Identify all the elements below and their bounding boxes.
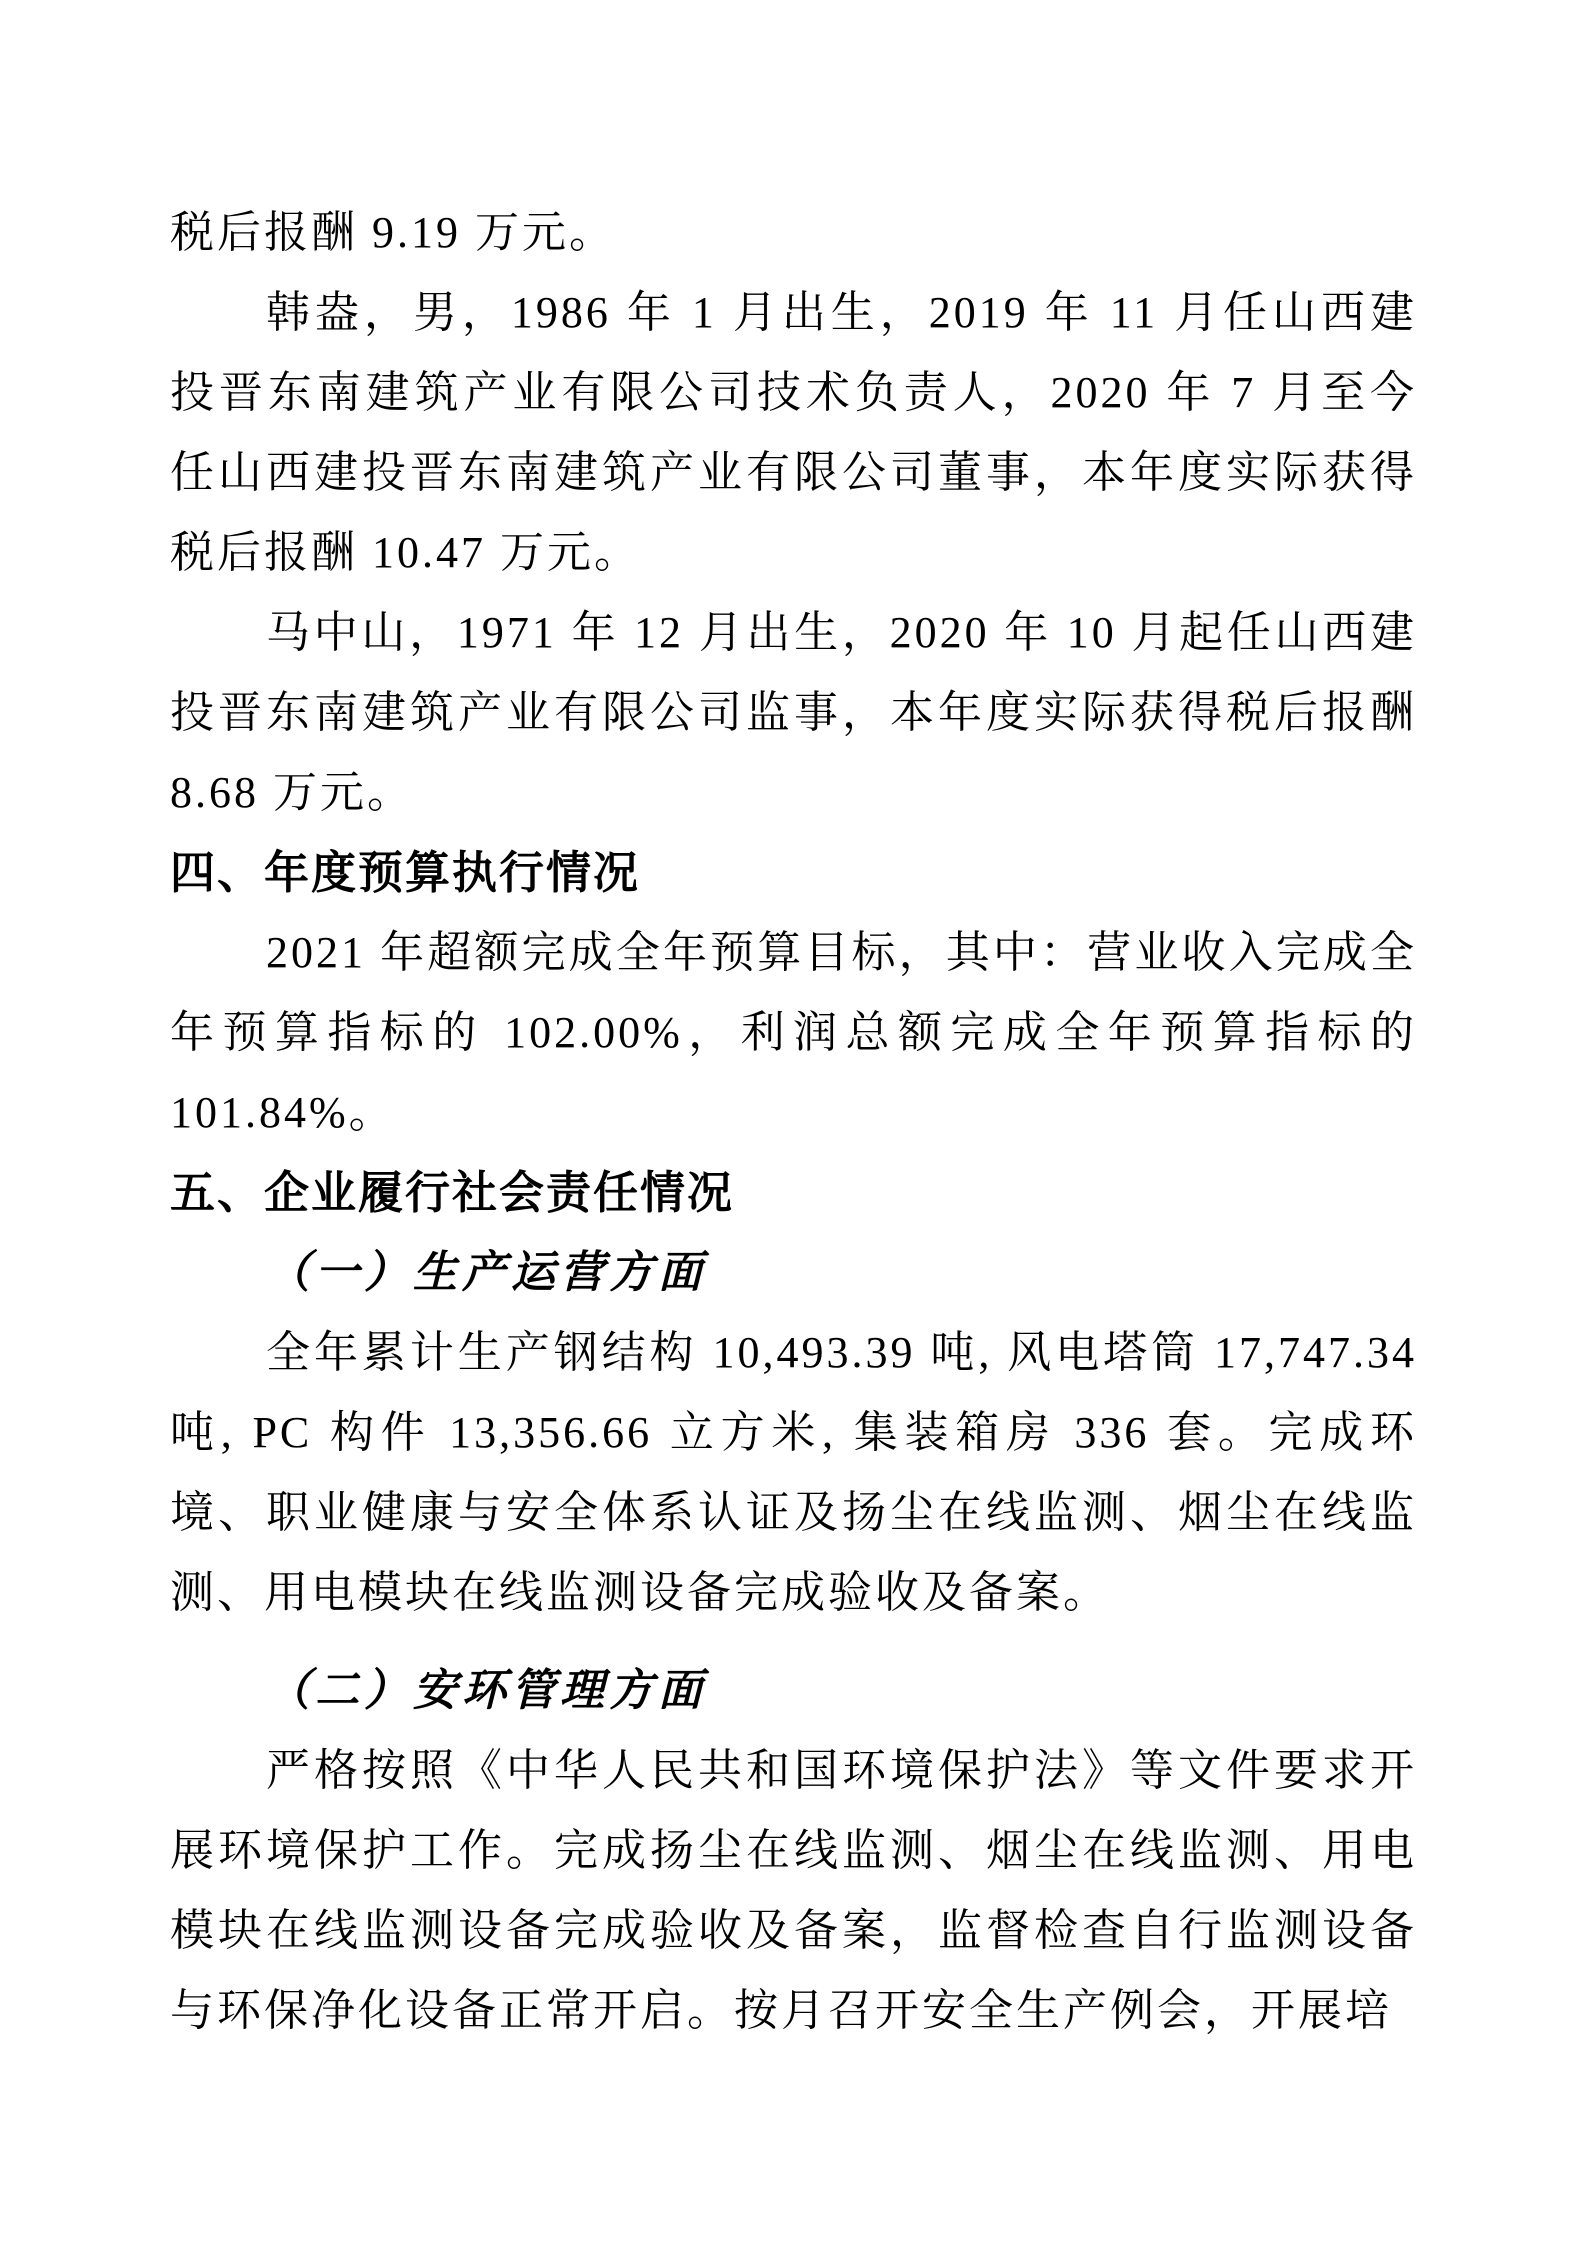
paragraph-compensation-tail: 税后报酬 9.19 万元。	[170, 208, 616, 257]
paragraph-han-ang-bio: 韩盎，男，1986 年 1 月出生，2019 年 11 月任山西建投晋东南建筑产业有限公司技术负责人，2020 年 7 月至今任山西建投晋东南建筑产业有限公司董事，本年度实际获得税后报酬 10.47 万元。	[170, 288, 1417, 577]
section-heading-social-responsibility: 五、企业履行社会责任情况	[170, 1167, 735, 1218]
section-heading-budget-execution: 四、年度预算执行情况	[170, 847, 641, 898]
paragraph-ma-zhongshan-bio: 马中山，1971 年 12 月出生，2020 年 10 月起任山西建投晋东南建筑产业有限公司监事，本年度实际获得税后报酬 8.68 万元。	[170, 608, 1417, 817]
sub-heading-safety-environment: （二）安环管理方面	[266, 1666, 707, 1715]
paragraph-production-output: 全年累计生产钢结构 10,493.39 吨, 风电塔筒 17,747.34 吨, PC 构件 13,356.66 立方米, 集装箱房 336 套。完成环境、职业健康与安全体系认证及扬尘在线监测、烟尘在线监测、用电模块在线监测设备完成验收及备案。	[170, 1328, 1417, 1617]
paragraph-budget-results: 2021 年超额完成全年预算目标，其中：营业收入完成全年预算指标的 102.00%，利润总额完成全年预算指标的 101.84%。	[170, 928, 1417, 1137]
paragraph-environment-protection: 严格按照《中华人民共和国环境保护法》等文件要求开展环境保护工作。完成扬尘在线监测、烟尘在线监测、用电模块在线监测设备完成验收及备案，监督检查自行监测设备与环保净化设备正常开启。按月召开安全生产例会，开展培	[170, 1746, 1417, 2035]
sub-heading-production-operations: （一）生产运营方面	[266, 1248, 707, 1297]
